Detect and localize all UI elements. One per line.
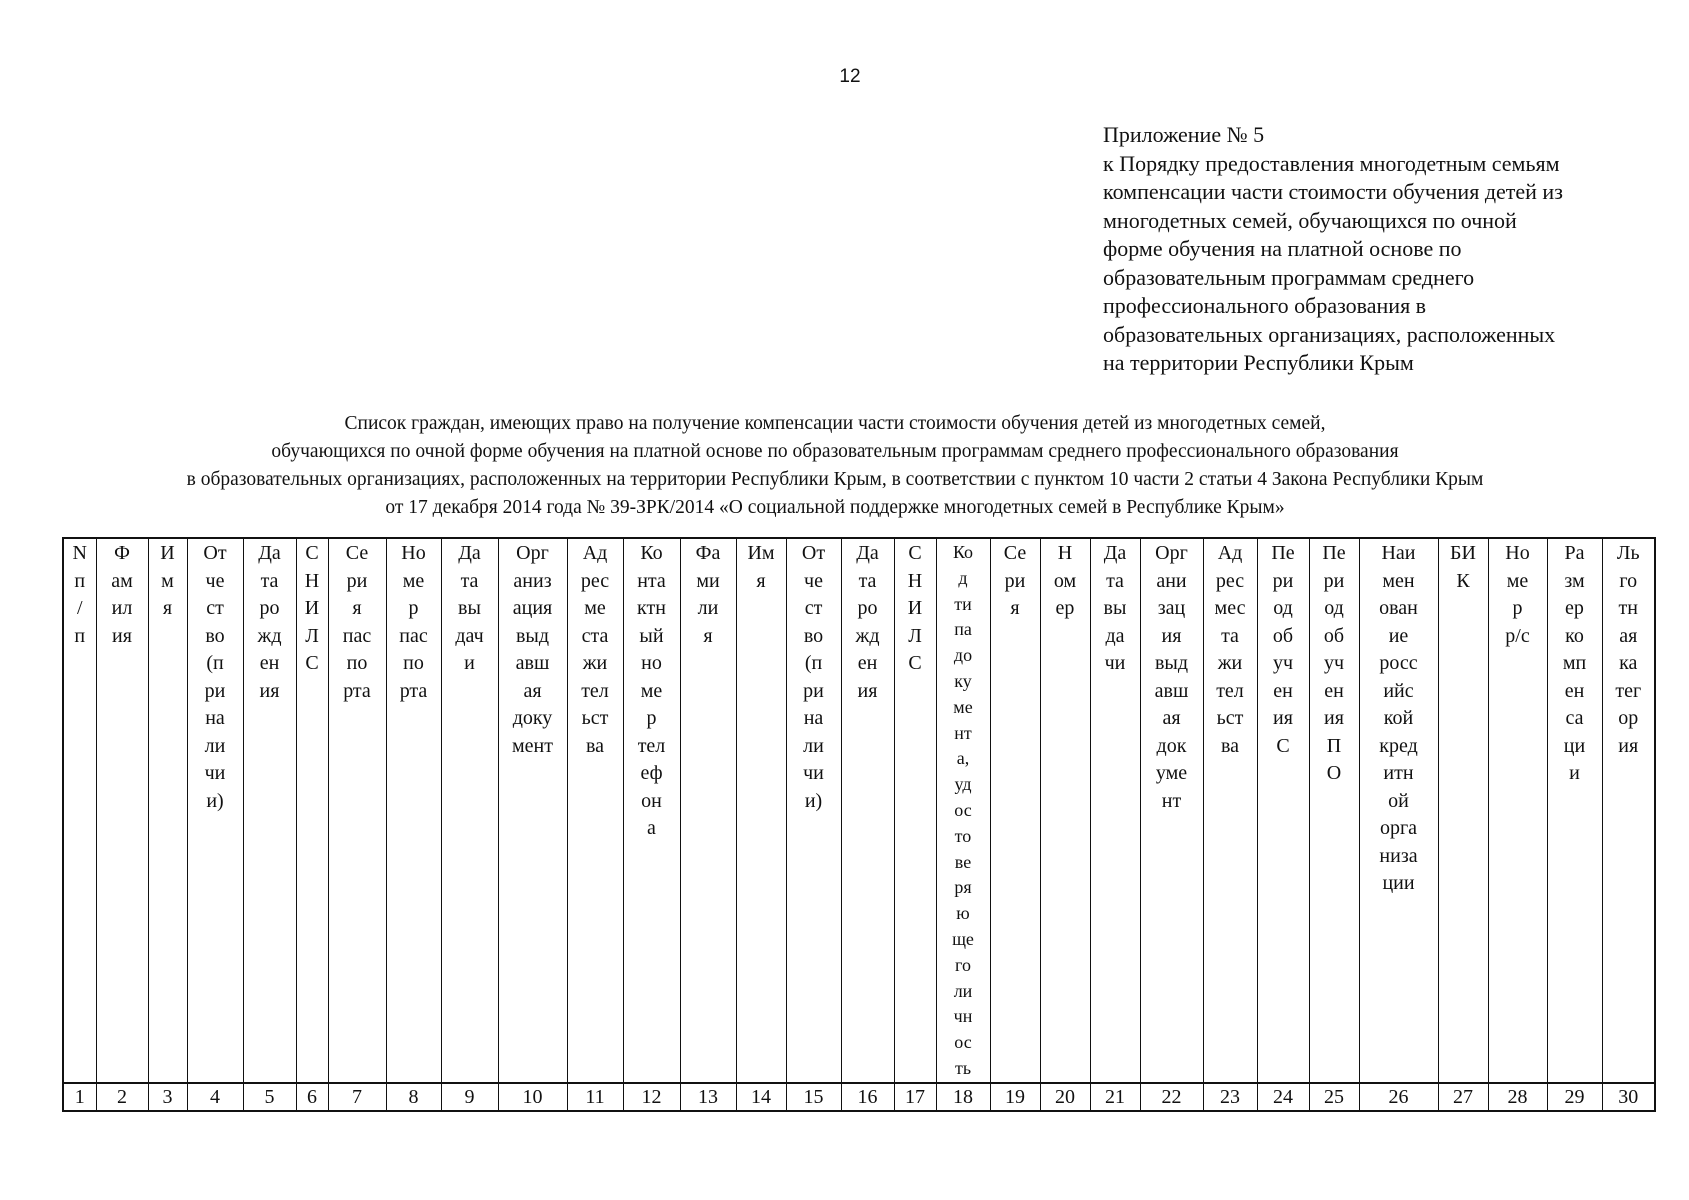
column-header-label: Ад рес мес та жи тел ьст ва <box>1214 542 1246 757</box>
column-header-label: Ад рес ме ста жи тел ьст ва <box>580 542 610 757</box>
column-header-label: Пе ри од об уч ен ия П О <box>1322 542 1346 784</box>
appendix-line: образовательных организациях, расположенных <box>1103 321 1556 347</box>
column-header-label: С Н И Л С <box>907 542 923 674</box>
column-number: 18 <box>936 1083 990 1111</box>
column-header <box>1090 538 1140 1083</box>
appendix-line: профессионального образования в <box>1103 293 1427 318</box>
column-number: 23 <box>1203 1083 1257 1111</box>
column-header <box>1140 538 1203 1083</box>
column-header <box>243 538 296 1083</box>
column-number: 3 <box>148 1083 187 1111</box>
column-header <box>623 538 680 1083</box>
column-header-label: От че ст во (п ри на ли чи и) <box>203 542 227 812</box>
column-number: 13 <box>680 1083 736 1111</box>
column-header <box>1602 538 1655 1083</box>
column-header-label: Ль го тн ая ка тег ор ия <box>1615 542 1642 757</box>
column-number: 4 <box>187 1083 243 1111</box>
column-number: 30 <box>1602 1083 1655 1111</box>
column-header <box>498 538 567 1083</box>
column-header <box>680 538 736 1083</box>
appendix-line: на территории Республики Крым <box>1103 350 1414 375</box>
column-header <box>96 538 148 1083</box>
table-header-row <box>63 538 1655 1083</box>
appendix-note <box>1103 121 1663 378</box>
column-header <box>1547 538 1602 1083</box>
appendix-line: Приложение № 5 <box>1103 122 1265 147</box>
column-number: 1 <box>63 1083 96 1111</box>
appendix-line: форме обучения на платной основе по <box>1103 236 1462 261</box>
column-header <box>386 538 441 1083</box>
column-number: 19 <box>990 1083 1040 1111</box>
column-number: 9 <box>441 1083 498 1111</box>
column-header <box>328 538 386 1083</box>
column-header <box>187 538 243 1083</box>
column-header-label: Им я <box>747 542 775 592</box>
appendix-line: к Порядку предоставления многодетным семьям <box>1103 150 1560 176</box>
column-header-label: Но ме р р/с <box>1505 542 1530 647</box>
list-title-line: в образовательных организациях, расположенных на территории Республики Крым, в соответствии с пунктом 10 части 2 статьи 4 Закона Республики Крым <box>186 469 1484 490</box>
list-title-line: от 17 декабря 2014 года № 39-ЗРК/2014 «О социальной поддержке многодетных семей в Республике Крым» <box>385 497 1285 518</box>
column-header <box>63 538 96 1083</box>
column-number: 28 <box>1488 1083 1547 1111</box>
column-header-label: Пе ри од об уч ен ия С <box>1271 542 1295 757</box>
column-number: 14 <box>736 1083 786 1111</box>
column-header <box>894 538 936 1083</box>
column-number: 16 <box>841 1083 894 1111</box>
column-header-label: N п / п <box>72 542 87 647</box>
column-header-label: Се ри я пас по рта <box>342 542 372 702</box>
column-header-label: Да та ро жд ен ия <box>257 542 282 702</box>
column-header <box>1040 538 1090 1083</box>
list-title <box>60 410 1610 522</box>
page-number: 12 <box>839 66 861 87</box>
column-header-label: БИ К <box>1450 542 1476 592</box>
column-header-label: Да та вы да чи <box>1103 542 1127 674</box>
column-header <box>1309 538 1359 1083</box>
column-header-label: Ф ам ил ия <box>111 542 133 647</box>
table-number-row <box>63 1083 1655 1111</box>
column-header <box>441 538 498 1083</box>
column-header-label: Орг аниз ация выд авш ая доку мент <box>512 542 553 757</box>
column-header-label: С Н И Л С <box>304 542 320 674</box>
column-header-label: Да та ро жд ен ия <box>855 542 880 702</box>
column-header <box>1203 538 1257 1083</box>
column-number: 10 <box>498 1083 567 1111</box>
column-number: 27 <box>1438 1083 1488 1111</box>
column-header <box>786 538 841 1083</box>
column-number: 8 <box>386 1083 441 1111</box>
list-title-line: Список граждан, имеющих право на получение компенсации части стоимости обучения детей из многодетных семей, <box>344 413 1326 434</box>
appendix-line: образовательным программам среднего <box>1103 264 1475 290</box>
column-header-label: От че ст во (п ри на ли чи и) <box>801 542 826 812</box>
list-title-line: обучающихся по очной форме обучения на платной основе по образовательным программам среднего профессионального образования <box>271 441 1399 462</box>
column-header <box>990 538 1040 1083</box>
column-header <box>936 538 990 1083</box>
column-number: 20 <box>1040 1083 1090 1111</box>
column-header <box>296 538 328 1083</box>
column-number: 17 <box>894 1083 936 1111</box>
column-header <box>736 538 786 1083</box>
column-number: 12 <box>623 1083 680 1111</box>
column-number: 7 <box>328 1083 386 1111</box>
column-header-label: И м я <box>160 542 175 619</box>
column-number: 5 <box>243 1083 296 1111</box>
column-number: 15 <box>786 1083 841 1111</box>
column-header-label: Н ом ер <box>1053 542 1077 619</box>
column-number: 25 <box>1309 1083 1359 1111</box>
column-header <box>148 538 187 1083</box>
column-number: 24 <box>1257 1083 1309 1111</box>
column-header-label: Орг ани зац ия выд авш ая док уме нт <box>1154 542 1189 812</box>
column-header <box>1359 538 1438 1083</box>
column-number: 29 <box>1547 1083 1602 1111</box>
column-number: 21 <box>1090 1083 1140 1111</box>
column-header <box>1438 538 1488 1083</box>
column-header-label: Се ри я <box>1003 542 1027 619</box>
appendix-line: компенсации части стоимости обучения детей из <box>1103 179 1563 204</box>
column-header-label: Фа ми ли я <box>695 542 721 647</box>
column-header-label: Ра зм ер ко мп ен са ци и <box>1562 542 1587 784</box>
column-header <box>1488 538 1547 1083</box>
column-header-label: Ко д ти па до ку ме нт а, уд ос то ве ря ю ще го ли чн ос ть <box>952 542 974 1078</box>
column-header-label: Ко нта ктн ый но ме р тел еф он а <box>637 542 666 839</box>
column-number: 26 <box>1359 1083 1438 1111</box>
column-header-label: Да та вы дач и <box>455 542 484 674</box>
column-header <box>1257 538 1309 1083</box>
column-number: 2 <box>96 1083 148 1111</box>
column-header-label: Наи мен ован ие росс ийс кой кред итн ой орга низа ции <box>1379 542 1418 894</box>
column-number: 11 <box>567 1083 623 1111</box>
column-number: 6 <box>296 1083 328 1111</box>
appendix-line: многодетных семей, обучающихся по очной <box>1103 207 1517 233</box>
column-header <box>841 538 894 1083</box>
column-header-label: Но ме р пас по рта <box>399 542 428 702</box>
citizens-list-table <box>62 537 1656 1112</box>
column-header <box>567 538 623 1083</box>
column-number: 22 <box>1140 1083 1203 1111</box>
